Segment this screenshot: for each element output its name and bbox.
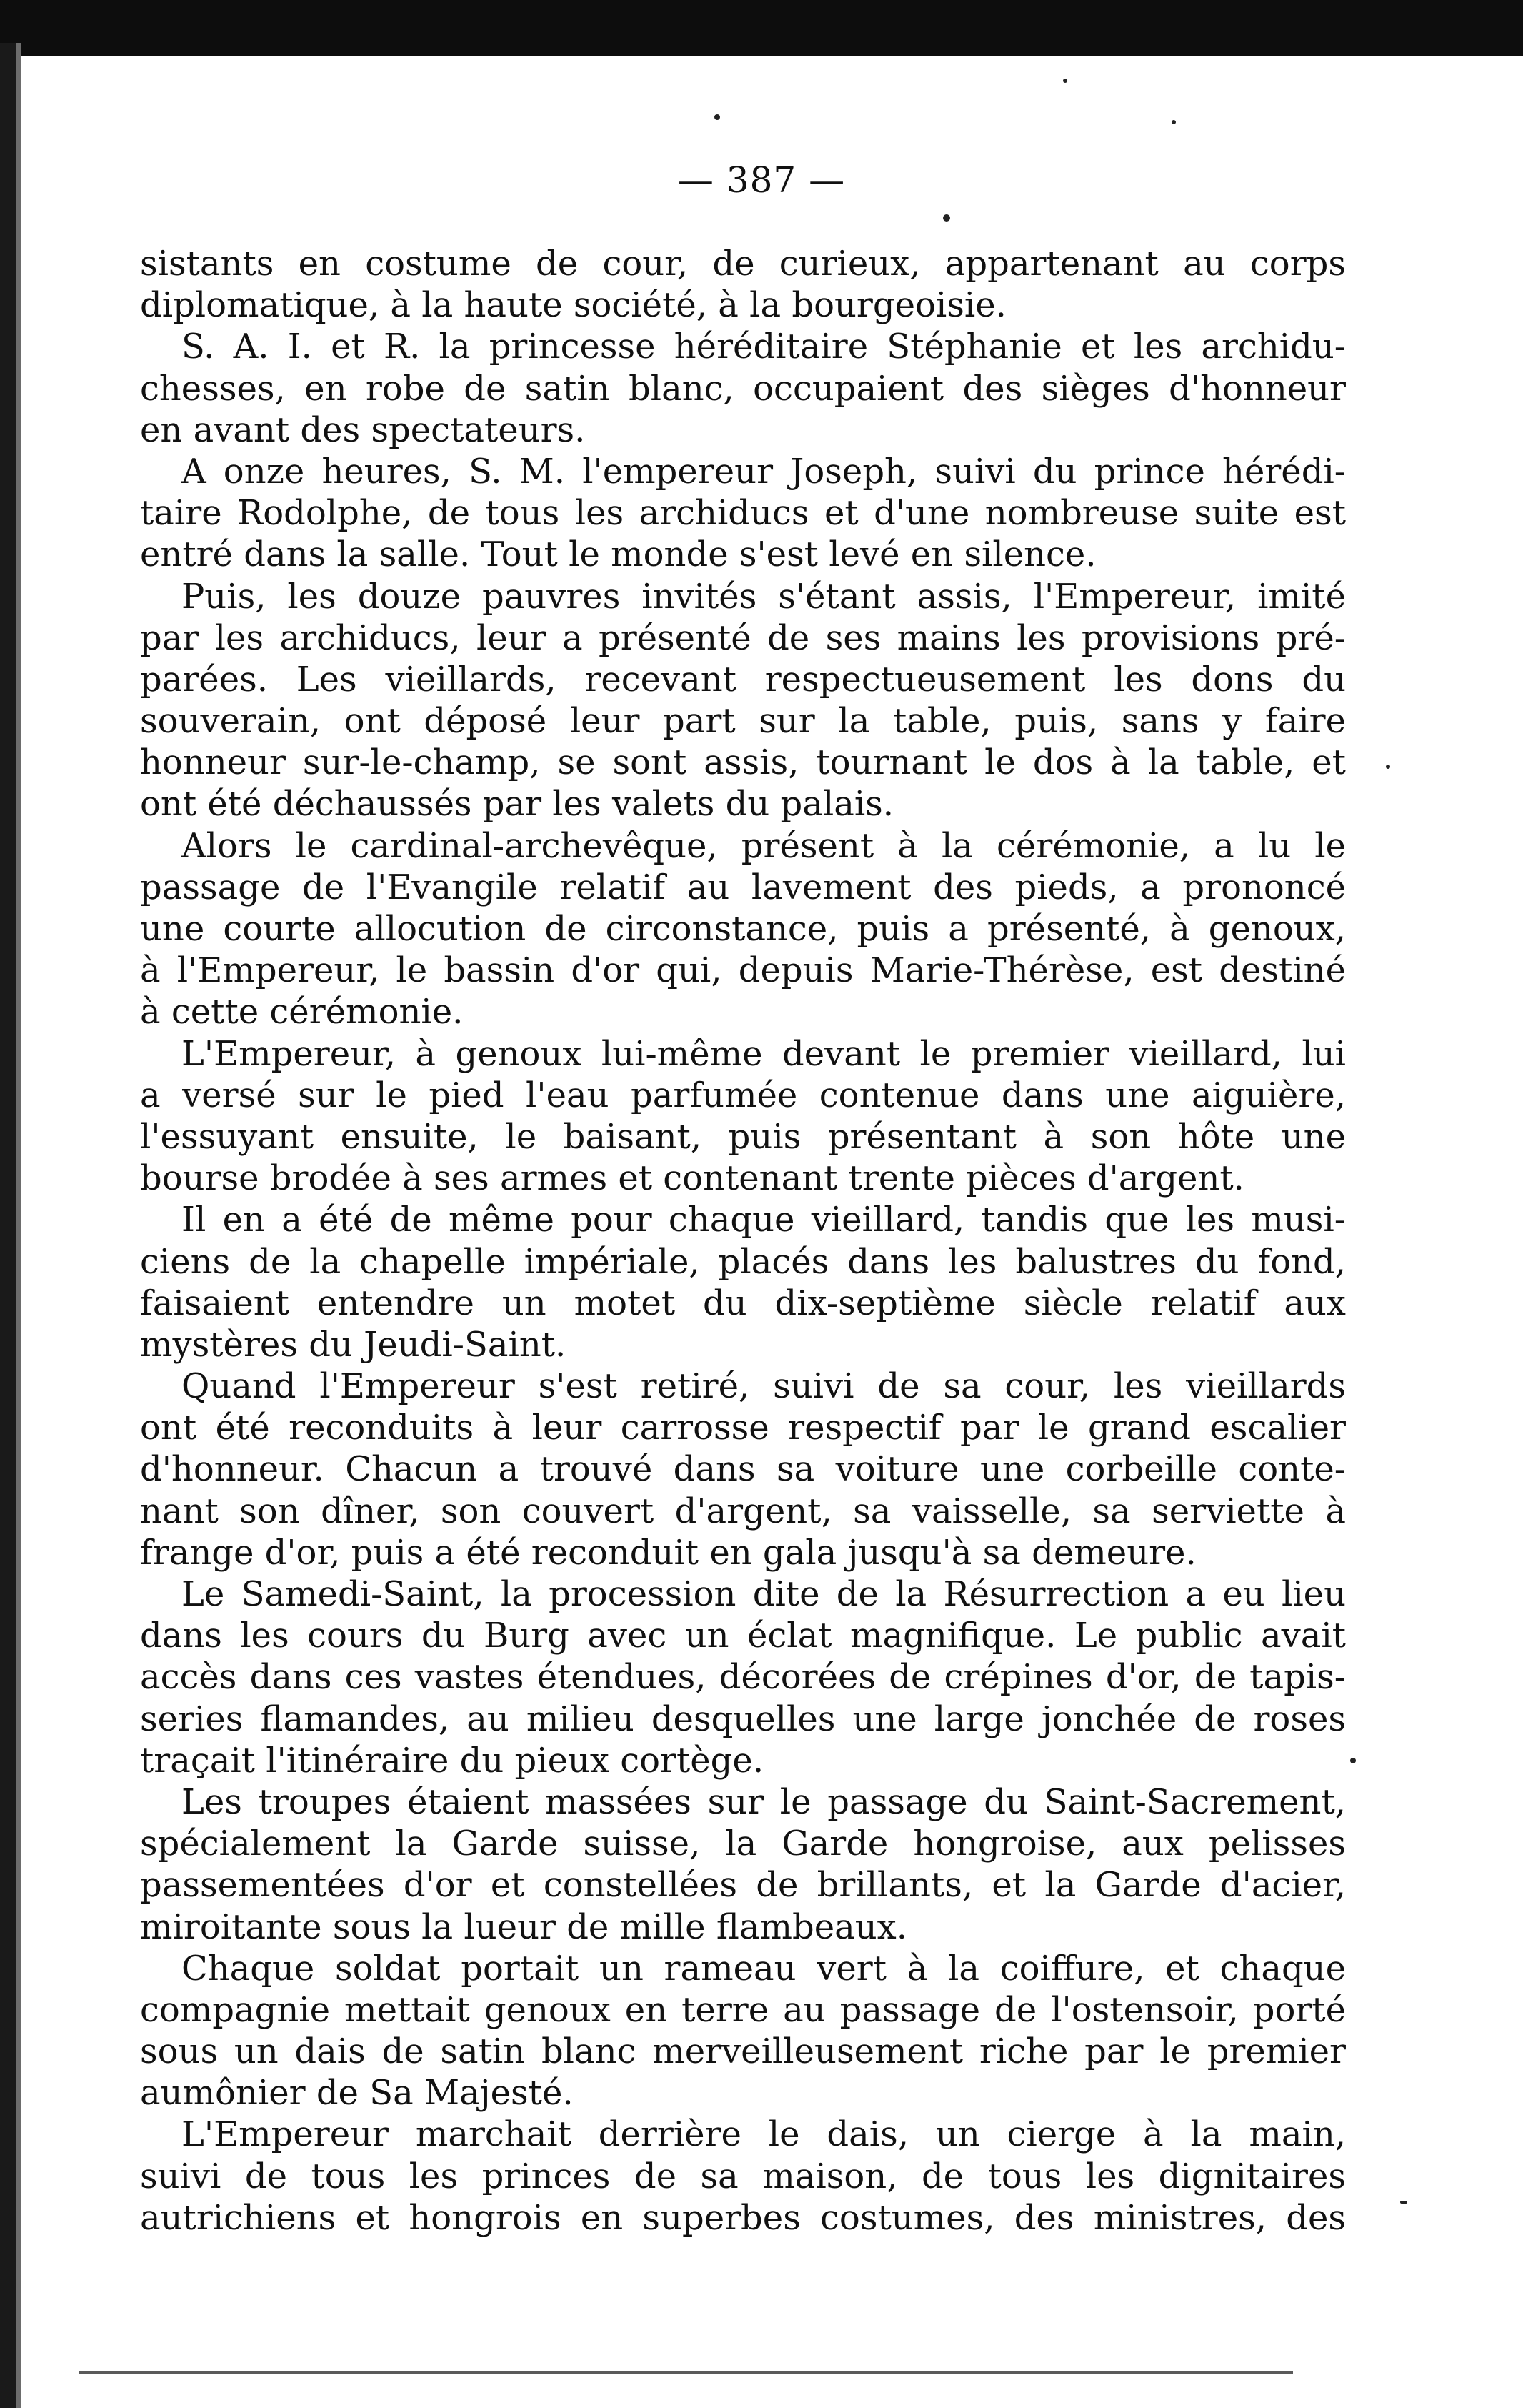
scan-speck: [1400, 2201, 1407, 2204]
text-line: compagnie mettait genoux en terre au passage de l'ostensoir, porté: [140, 1989, 1346, 2030]
scan-left-border: [0, 43, 16, 2408]
text-line: une courte allocution de circonstance, puis a présenté, à genoux,: [140, 909, 1346, 949]
text-line: nant son dîner, son couvert d'argent, sa vaisselle, sa serviette à: [140, 1491, 1346, 1531]
text-line: spécialement la Garde suisse, la Garde hongroise, aux pelisses: [140, 1824, 1346, 1864]
text-line: frange d'or, puis a été reconduit en gala jusqu'à sa demeure.: [140, 1532, 1197, 1573]
text-line: aumônier de Sa Majesté.: [140, 2073, 574, 2114]
text-line: a versé sur le pied l'eau parfumée contenue dans une aiguière,: [140, 1075, 1346, 1115]
scan-speck: [714, 114, 720, 120]
text-line: L'Empereur marchait derrière le dais, un cierge à la main,: [181, 2114, 1346, 2155]
text-line: en avant des spectateurs.: [140, 409, 586, 450]
text-line: passementées d'or et constellées de brillants, et la Garde d'acier,: [140, 1865, 1346, 1906]
text-line: chesses, en robe de satin blanc, occupaient des sièges d'honneur: [140, 368, 1346, 409]
text-line: mystères du Jeudi-Saint.: [140, 1324, 566, 1365]
scan-speck: [1172, 120, 1176, 124]
text-line: honneur sur-le-champ, se sont assis, tournant le dos à la table, et: [140, 742, 1346, 783]
text-line: par les archiducs, leur a présenté de ses mains les provisions pré-: [140, 617, 1346, 658]
scan-bottom-edge: [79, 2371, 1293, 2374]
text-line: ont été déchaussés par les valets du palais.: [140, 784, 894, 825]
page-number: — 387 —: [677, 159, 846, 201]
text-line: bourse brodée à ses armes et contenant trente pièces d'argent.: [140, 1158, 1244, 1199]
text-line: souverain, ont déposé leur part sur la table, puis, sans y faire: [140, 701, 1346, 742]
text-line: Alors le cardinal-archevêque, présent à la cérémonie, a lu le: [181, 825, 1346, 866]
text-line: ciens de la chapelle impériale, placés dans les balustres du fond,: [140, 1241, 1346, 1282]
text-line: Quand l'Empereur s'est retiré, suivi de sa cour, les vieillards: [181, 1366, 1346, 1407]
text-line: accès dans ces vastes étendues, décorées de crépines d'or, de tapis-: [140, 1657, 1346, 1698]
text-line: diplomatique, à la haute société, à la bourgeoisie.: [140, 285, 1007, 326]
text-line: entré dans la salle. Tout le monde s'est levé en silence.: [140, 534, 1097, 575]
text-line: autrichiens et hongrois en superbes costumes, des ministres, des: [140, 2197, 1346, 2238]
scan-speck: [1350, 1758, 1356, 1763]
text-line: taire Rodolphe, de tous les archiducs et d'une nombreuse suite est: [140, 493, 1346, 534]
text-line: ont été reconduits à leur carrosse respectif par le grand escalier: [140, 1408, 1346, 1448]
text-line: Il en a été de même pour chaque vieillard, tandis que les musi-: [181, 1200, 1346, 1240]
text-line: Puis, les douze pauvres invités s'étant assis, l'Empereur, imité: [181, 576, 1346, 617]
text-line: traçait l'itinéraire du pieux cortège.: [140, 1740, 764, 1781]
scan-speck: [1063, 79, 1067, 83]
text-line: Chaque soldat portait un rameau vert à la coiffure, et chaque: [181, 1948, 1346, 1989]
scan-left-edge-shadow: [16, 43, 21, 2408]
text-line: Le Samedi-Saint, la procession dite de la Résurrection a eu lieu: [181, 1574, 1346, 1614]
text-line: L'Empereur, à genoux lui-même devant le premier vieillard, lui: [181, 1033, 1346, 1074]
text-line: suivi de tous les princes de sa maison, de tous les dignitaires: [140, 2156, 1346, 2196]
text-line: S. A. I. et R. la princesse héréditaire Stéphanie et les archidu-: [181, 327, 1346, 367]
body-text: [140, 243, 1346, 2239]
text-line: passage de l'Evangile relatif au lavement des pieds, a prononcé: [140, 867, 1346, 907]
text-line: sistants en costume de cour, de curieux, appartenant au corps: [140, 244, 1346, 284]
scan-speck: [943, 214, 950, 222]
text-line: Les troupes étaient massées sur le passage du Saint-Sacrement,: [181, 1781, 1346, 1822]
text-line: sous un dais de satin blanc merveilleusement riche par le premier: [140, 2031, 1346, 2072]
text-line: dans les cours du Burg avec un éclat magnifique. Le public avait: [140, 1616, 1346, 1656]
text-line: A onze heures, S. M. l'empereur Joseph, suivi du prince hérédi-: [181, 451, 1346, 492]
text-line: d'honneur. Chacun a trouvé dans sa voiture une corbeille conte-: [140, 1449, 1346, 1490]
text-line: series flamandes, au milieu desquelles une large jonchée de roses: [140, 1698, 1346, 1739]
text-line: parées. Les vieillards, recevant respectueusement les dons du: [140, 659, 1346, 700]
text-line: à cette cérémonie.: [140, 992, 464, 1033]
text-line: miroitante sous la lueur de mille flambeaux.: [140, 1906, 907, 1947]
scan-speck: [1386, 765, 1390, 769]
text-line: faisaient entendre un motet du dix-septième siècle relatif aux: [140, 1283, 1346, 1323]
text-line: à l'Empereur, le bassin d'or qui, depuis Marie-Thérèse, est destiné: [140, 950, 1346, 991]
text-line: l'essuyant ensuite, le baisant, puis présentant à son hôte une: [140, 1116, 1346, 1157]
scan-top-border: [0, 0, 1523, 56]
